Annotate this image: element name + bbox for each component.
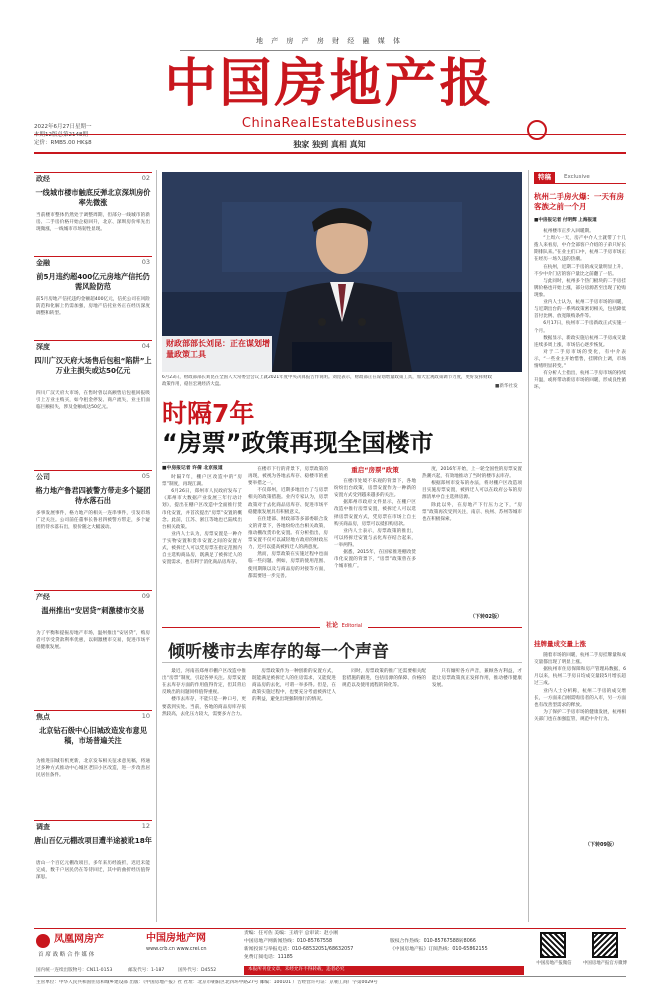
paragraph: 最近，河南省郑州市棚户区改造中推出“房票”制度，引起各界关注。房票安置在去库存方面的作用值得肯定，但其背后反映出的问题同样值得重视。 bbox=[162, 669, 246, 696]
paragraph: 业内人士认为，房票安置是一种介于实物安置和货币安置之间的安置方式，被拆迁人可以凭房票在指定范围内自主选购商品房，既满足了被拆迁人的安置需求，也有利于消化商品房库存。 bbox=[162, 531, 242, 566]
brief-headline[interactable]: 格力地产鲁君四被警方带走多个疑团待水落石出 bbox=[35, 486, 151, 505]
issue-price: 定价：RMB5.00 HK$8 bbox=[34, 140, 92, 146]
main-headline-line1[interactable]: 时隔7年 bbox=[162, 399, 255, 428]
paragraph: “上周六一天，房产中介人士就带了十几拨人来看房，中介全部客户介绍的子弟只好长期排队来。”在业主们口中，杭州二手房市场正在经历一场久违的热潮。 bbox=[534, 236, 626, 263]
paragraph: 随着市场的回暖，杭州二手房挂牌量和成交量都出现了明显上涨。 bbox=[534, 653, 626, 666]
site-name: 中国房地产网 bbox=[146, 933, 206, 944]
section-bar bbox=[34, 340, 152, 352]
paragraph: 有分析人士指出，杭州二手房市场的持续升温，或将带动新房市场的回暖，形成良性循环。 bbox=[534, 371, 626, 391]
paragraph: 据悉，2015年，在国家推进棚改货币化安置的背景下，“房票”政策曾在多个城市推广。 bbox=[334, 550, 416, 570]
section-label: 产经 bbox=[36, 593, 50, 601]
paragraph: 在杭州，近期二手房的成交量明显上升，不少中介门店的客户量比之前翻了一倍。 bbox=[534, 264, 626, 277]
special-tag-box bbox=[534, 172, 626, 184]
brief-headline[interactable]: 前5月违约超400亿元房地产信托仍需风险防范 bbox=[36, 272, 150, 291]
footer-contact: 版权合作热线：010-85767588转8066 bbox=[390, 939, 476, 944]
footer-editors: 责编：任可佐 美编：王靖宇 总审读：赵小刚 bbox=[244, 931, 339, 936]
tagline-rule bbox=[180, 50, 480, 51]
photo-headline[interactable]: 财政部部长刘昆：正在谋划增量政策工具 bbox=[166, 339, 270, 359]
footer-contact: 中国房地产网新闻热线：010-85767558 bbox=[244, 939, 333, 944]
brief-text: 四川广汉天府大市场，在售时曾以高额售后包租回报吸引上万业主购买，如今租金停发、商户流失，业主们面临巨额损失，涉及金额或达50亿元。 bbox=[36, 391, 150, 411]
photo-credit: ■新华社发 bbox=[495, 384, 518, 389]
paragraph: 6月26日，郑州市人民政府发布了《郑州市大数据产业发展三年行动计划》，提出在棚户区改造中全面推行货币化安置，并首次提出“房票”安置的概念。此前，江苏、浙江等地也已陆续出台相关政策。 bbox=[162, 489, 242, 530]
footer-bottom-rule bbox=[34, 976, 626, 977]
paragraph: 然而，房票政策在实施过程中也面临一些问题。例如，房票的使用范围、使用期限以及与商品房的对接等方面，都需要进一步完善。 bbox=[248, 552, 328, 579]
section-label: 调查 bbox=[36, 823, 50, 831]
special-body2 bbox=[534, 652, 626, 838]
section-bar bbox=[34, 256, 152, 268]
footer-overseas: 国外代号：D4552 bbox=[178, 968, 217, 973]
main-article-col4 bbox=[422, 466, 522, 612]
section-label: 政经 bbox=[36, 175, 50, 183]
qr-label: 中国房地产报微信 bbox=[536, 961, 572, 966]
section-page: 03 bbox=[141, 258, 150, 266]
brief-headline[interactable]: 四川广汉天府大场售后包租“陷阱”上万业主损失或达50亿元 bbox=[34, 356, 152, 375]
section-bar bbox=[34, 470, 152, 482]
section-label: 金融 bbox=[36, 259, 50, 267]
footer-notice: 本报所刊登文章，未经允许不得转载，违者必究 bbox=[244, 966, 524, 975]
footer-bottom-line: 主管单位：中华人民共和国住房和城乡建设部 出版：《中国房地产报》社 社址：北京市朝阳区北四环中路27号 邮编：100101 广告经营许可证：京朝工商广字第0029号 bbox=[36, 980, 378, 985]
issue-date: 2022年6月27日星期一 bbox=[34, 124, 92, 130]
editorial-col2 bbox=[252, 668, 336, 828]
paragraph: 据郑州市政府文件显示，在棚户区改造中推行房票安置，被拆迁人可以选择房票安置方式，凭房票在市场上自主购买商品房，房票可以抵扣购房款。 bbox=[334, 500, 416, 527]
paragraph: 时隔7年，棚户区改造中的“房票”制度，再现江湖。 bbox=[162, 475, 242, 488]
section-page: 12 bbox=[141, 822, 150, 830]
footer-code: 国内统一连续出版物号：CN11-0153 bbox=[36, 968, 113, 973]
qr-label: 中国房地产报官方微博 bbox=[583, 961, 627, 966]
brief-text: 前5月房地产信托违约金额超400亿元，信托公司在风险防范和化解上仍需加强，房地产信托业务正在经历深度调整和转型。 bbox=[36, 297, 150, 317]
brief-headline[interactable]: 一线城市楼市触底反弹北京深圳房价率先微涨 bbox=[35, 188, 151, 207]
paragraph: 度，2016年开始，上一轮全国性的房票安置热潮兴起，有效地推动了当时的楼市去库存。 bbox=[422, 467, 522, 480]
editorial-title[interactable]: 倾听楼市去库存的每一个声音 bbox=[168, 642, 389, 662]
site-url[interactable]: www.crb.cn www.crei.cn bbox=[146, 946, 207, 952]
section-bar bbox=[34, 590, 152, 602]
paragraph: 与此同时，杭州多个热门板块的二手房挂牌价格也开始上涨，部分房源甚至出现了抢购现象。 bbox=[534, 278, 626, 298]
editorial-col4 bbox=[432, 668, 522, 828]
section-page: 05 bbox=[141, 472, 150, 480]
paragraph: 据杭州市住房保障和房产管理局数据，6月以来，杭州二手房日均成交量较5月增长超过三成。 bbox=[534, 667, 626, 687]
photo-headline-box bbox=[162, 336, 272, 372]
paragraph: 业内人士分析称，杭州二手房的成交增长，一方面来自刚需购房者的入市，另一方面也有改善型需求的释放。 bbox=[534, 688, 626, 708]
ifeng-logo bbox=[36, 932, 146, 964]
footer-top-rule bbox=[34, 928, 626, 929]
paragraph: 根据郑州市发布的办法，将对棚户区改造项目实施房票安置，被拆迁人可以在政府公布的房源清单中自主选择房源。 bbox=[422, 481, 522, 501]
right-column-divider bbox=[528, 170, 529, 922]
col3-subhead bbox=[334, 466, 416, 475]
brief-headline[interactable]: 北京钻石级中心旧城改造发布意见稿，市场普遍关注 bbox=[39, 726, 147, 745]
special-continued[interactable]: （下转09版） bbox=[585, 842, 617, 848]
main-byline: ■中房报记者 许倩 北京报道 bbox=[162, 466, 223, 471]
masthead-slogan: 独家 独到 真相 真知 bbox=[293, 140, 366, 149]
paragraph: 业内人士表示，房票政策的推出，可以将拆迁安置与去化库存结合起来，一举两得。 bbox=[334, 528, 416, 548]
brief-text: 为推进旧城有机更新，北京发布相关征求意见稿，将通过多种方式推动中心城区老旧小区改造，进一步改善居民居住条件。 bbox=[36, 759, 150, 779]
editorial-col1 bbox=[162, 668, 246, 828]
left-column-divider bbox=[156, 170, 157, 922]
footer-contact: 免费订阅电话：11185 bbox=[244, 955, 293, 960]
lead-photo bbox=[162, 172, 522, 372]
paragraph: 不仅郑州，近期多地出台了与房票相关的政策措施。业内专家认为，房票政策对于去化商品房库存、促进市场平稳健康发展具有积极意义。 bbox=[248, 488, 328, 515]
subhead-text: 重启“房票”政策 bbox=[351, 466, 399, 474]
section-page: 09 bbox=[141, 592, 150, 600]
qr-code-wechat[interactable] bbox=[540, 932, 566, 958]
main-article-col2 bbox=[248, 466, 328, 622]
issue-number: 本期12版总第2148期 bbox=[34, 132, 88, 138]
main-article-col3 bbox=[334, 478, 416, 622]
section-page: 02 bbox=[141, 174, 150, 182]
brief-text: 当前楼市整体仍然处于调整周期，但部分一线城市的新房、二手房价格开始企稳回升，北京、深圳房价率先出现微涨，一线城市市场韧性显现。 bbox=[36, 213, 150, 233]
section-bar bbox=[34, 710, 152, 722]
ifeng-emblem-icon bbox=[36, 934, 50, 948]
paragraph: 同时，房票政策的推广还需要相关配套措施的跟进，包括房源的保障、价格的规范以及使用流程的简化等。 bbox=[342, 669, 426, 689]
paragraph: 在楼市下行的背景下，房票政策的再现，被视为各地去库存、稳楼市的重要举措之一。 bbox=[248, 467, 328, 487]
brief-headline[interactable]: 温州推出“安居贷”刺激楼市交易 bbox=[41, 606, 145, 615]
special-tag: 特稿 bbox=[534, 172, 555, 183]
section-label: 焦点 bbox=[36, 713, 50, 721]
qr-code-weibo[interactable] bbox=[592, 932, 618, 958]
footer-contact: 新闻投诉与举报电话：010-68532051/68632057 bbox=[244, 947, 354, 952]
section-page: 04 bbox=[141, 342, 150, 350]
section-page: 10 bbox=[141, 712, 150, 720]
paragraph: 杭州楼市正步入回暖期。 bbox=[543, 229, 594, 234]
section-label: 公司 bbox=[36, 473, 50, 481]
special-headline[interactable]: 杭州二手房火爆：一天有房客族之前一个月 bbox=[534, 192, 624, 212]
paragraph: 楼市去库存，不能只是一种口号，更要落到实处。当前，各地的商品房库存依然较高，去化压力较大，需要多方合力。 bbox=[162, 697, 246, 717]
ifeng-logo-sub: 首 席 战 略 合 作 媒 体 bbox=[38, 952, 95, 958]
paragraph: 对于二手房市场的变化，有中介表示，“一些业主开始惜售，挂牌价上调，市场情绪明显转变。” bbox=[534, 349, 626, 370]
special-tag-en: Exclusive bbox=[564, 174, 590, 180]
editorial-label-box bbox=[320, 622, 368, 631]
ifeng-logo-text: 凤凰网房产 bbox=[54, 934, 104, 945]
continued-note[interactable]: （下转02版） bbox=[470, 614, 502, 620]
masthead-title: 中国房地产报 bbox=[164, 53, 495, 114]
paragraph: 业内人士认为，杭州二手房市场的回暖，与近期出台的一系列政策密切相关，包括降低首付比例、放宽限购条件等。 bbox=[534, 300, 626, 320]
editorial-title-rule bbox=[162, 662, 522, 663]
paragraph: 除此以外，在房地产下行压力之下，“房票”政策再次受到关注，南京、杭州、苏州等城市也在积极探索。 bbox=[422, 502, 522, 522]
section-bar bbox=[34, 820, 152, 832]
paragraph: 房票政策作为一种创新的安置方式，既能满足被拆迁人的住房需求，又能促进商品房的去化，可谓一举多得。但是，在政策实施过程中，也要充分考虑被拆迁人的利益，避免出现强制推行的情况。 bbox=[252, 669, 336, 703]
paragraph: 在住建部、财政部等多部委联合发文的背景下，各地纷纷出台相关政策，推动棚改货币化安置。有分析指出，房票安置不仅可以减轻地方政府的财政压力，还可以提高被拆迁人的满意度。 bbox=[248, 516, 328, 551]
paragraph: 在楼市处境不乐观的背景下，各地纷纷出台政策，房票安置作为一种新的安置方式受到越来越多的关注。 bbox=[334, 479, 416, 499]
masthead-tagline: 地 产 房 产 房 财 经 融 媒 体 bbox=[255, 37, 404, 45]
masthead-subtitle: ChinaRealEstateBusiness bbox=[241, 116, 418, 131]
special-body bbox=[534, 228, 626, 634]
footer-postal: 邮发代号：1-187 bbox=[128, 968, 165, 973]
paragraph: 只有倾听各方声音，兼顾各方利益，才能让房票政策真正发挥作用，推动楼市健康发展。 bbox=[432, 669, 522, 689]
paragraph: 为了保护二手房市场的健康发展，杭州相关部门也在加强监管，规范中介行为。 bbox=[534, 709, 626, 722]
special-byline: ■中房报记者 付明辉 上海报道 bbox=[534, 218, 597, 223]
footer-contact: 《中国房地产报》订阅热线：010-65862155 bbox=[390, 947, 488, 952]
section-bar bbox=[34, 172, 152, 184]
editorial-label: 社论 bbox=[326, 622, 339, 629]
editorial-label-en: Editorial bbox=[341, 623, 363, 629]
special-subhead: 挂牌量成交量上涨 bbox=[534, 640, 586, 648]
masthead-emblem bbox=[527, 120, 547, 140]
masthead-bottom-rule bbox=[34, 152, 626, 154]
brief-text: 为了平衡和提振房地产市场，温州推出“安居贷”，购房者可享受贷款利率优惠，以刺激楼市交易，促进市场平稳健康发展。 bbox=[36, 631, 150, 651]
paragraph: 数据显示，新政实施后杭州二手房成交量连续多周上涨，市场信心逐步恢复。 bbox=[534, 335, 626, 348]
headline-rule bbox=[162, 462, 522, 463]
editorial-col3 bbox=[342, 668, 426, 828]
section-label: 深度 bbox=[36, 343, 50, 351]
main-article-col1 bbox=[162, 474, 242, 622]
photo-caption: 6月23日，财政部部长刘昆在全国人大常委会会议上就2021年度中央决算报告作说明。刘昆表示，财政部正在谋划增量政策工具，加大宏观政策调节力度，更好发挥财政政策作用，稳住宏观经济大盘。 bbox=[162, 375, 492, 387]
main-headline-line2[interactable]: “房票”政策再现全国楼市 bbox=[162, 429, 434, 457]
brief-headline[interactable]: 唐山百亿元棚改项目遭半途被讹18年 bbox=[34, 836, 152, 845]
brief-text: 唐山一个百亿元棚改项目，多年来历经波折，迟迟未能完成，数千户居民仍在等待回迁，其中的曲折经历值得深思。 bbox=[36, 861, 150, 881]
paragraph: 6月17日，杭州市二手房新政正式实施一个月。 bbox=[534, 321, 626, 334]
brief-text: 多事发展事件，格力地产的相关一连串事件，引发市场广泛关注。公司前任董事长鲁君四被警方带走，多个疑团仍待水落石出，股价随之大幅波动。 bbox=[36, 511, 150, 531]
